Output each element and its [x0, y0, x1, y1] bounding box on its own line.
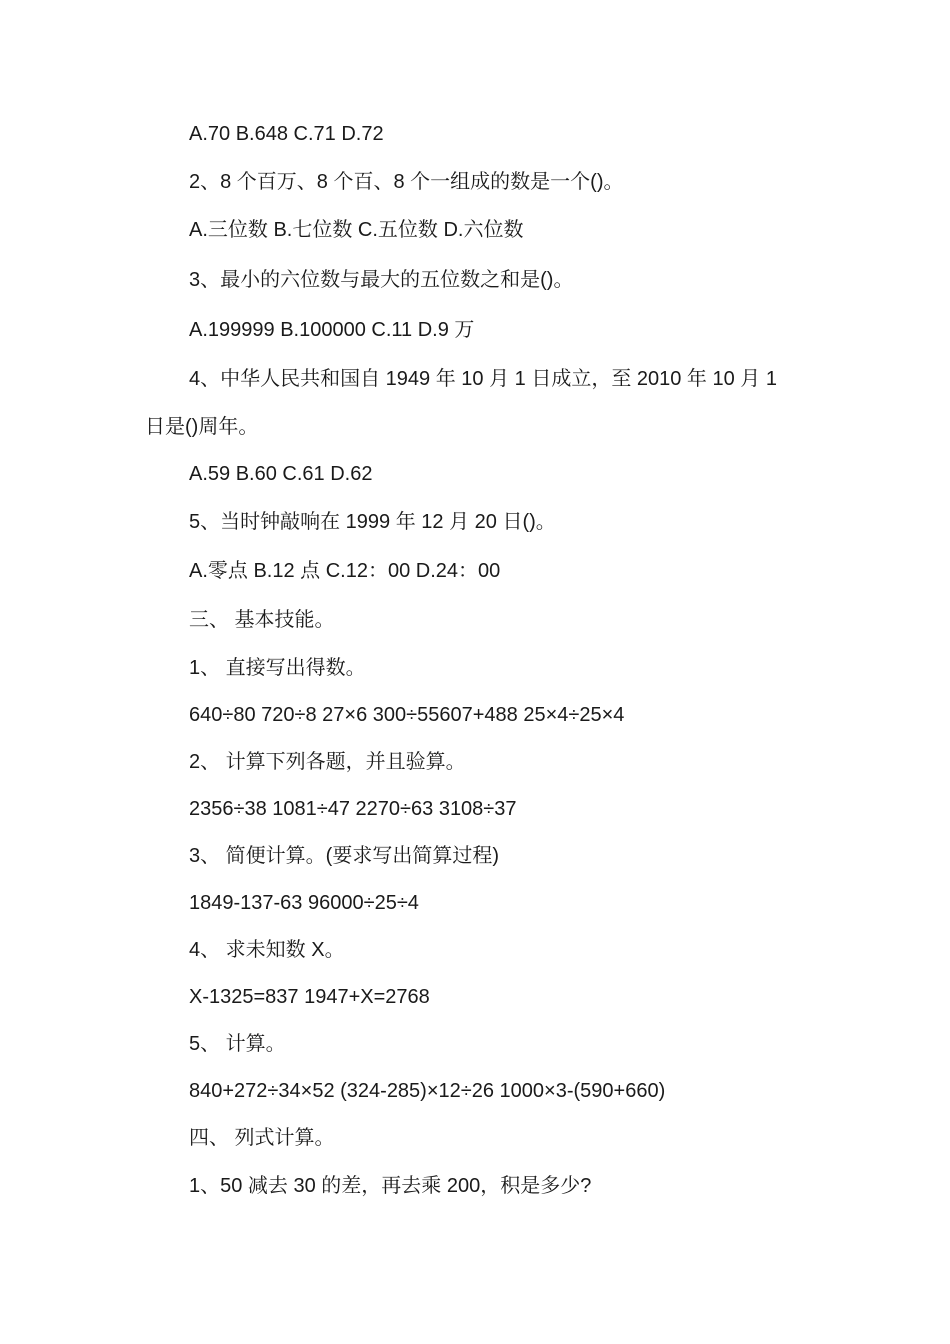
task-2: 2、 计算下列各题，并且验算。	[189, 751, 466, 773]
task-4: 4、 求未知数 X。	[189, 939, 345, 961]
question-2: 2、8 个百万、8 个百、8 个一组成的数是一个()。	[189, 171, 624, 193]
q5-options: A.零点 B.12 点 C.12：00 D.24：00	[189, 560, 501, 582]
question-3: 3、最小的六位数与最大的五位数之和是()。	[189, 269, 574, 291]
task-1-problems: 640÷80 720÷8 27×6 300÷55607+488 25×4÷25×4	[189, 704, 625, 726]
word-problem-1: 1、50 减去 30 的差，再去乘 200，积是多少?	[189, 1175, 592, 1197]
task-1: 1、 直接写出得数。	[189, 657, 366, 679]
question-4: 4、中华人民共和国自 1949 年 10 月 1 日成立，至 2010 年 10 月 1	[189, 368, 777, 390]
section-3-heading: 三、 基本技能。	[189, 609, 335, 631]
q1-options: A.70 B.648 C.71 D.72	[189, 123, 384, 145]
q4-options: A.59 B.60 C.61 D.62	[189, 463, 373, 485]
task-2-problems: 2356÷38 1081÷47 2270÷63 3108÷37	[189, 798, 517, 820]
section-4-heading: 四、 列式计算。	[189, 1127, 335, 1149]
question-5: 5、当时钟敲响在 1999 年 12 月 20 日()。	[189, 511, 556, 533]
task-5: 5、 计算。	[189, 1033, 286, 1055]
q2-options: A.三位数 B.七位数 C.五位数 D.六位数	[189, 219, 524, 241]
task-5-problems: 840+272÷34×52 (324-285)×12÷26 1000×3-(590+660)	[189, 1080, 666, 1102]
task-3-problems: 1849-137-63 96000÷25÷4	[189, 892, 419, 914]
task-3: 3、 简便计算。(要求写出简算过程)	[189, 845, 499, 867]
task-4-problems: X-1325=837 1947+X=2768	[189, 986, 430, 1008]
q3-options: A.199999 B.100000 C.11 D.9 万	[189, 319, 475, 341]
question-4-continued: 日是()周年。	[145, 416, 259, 438]
